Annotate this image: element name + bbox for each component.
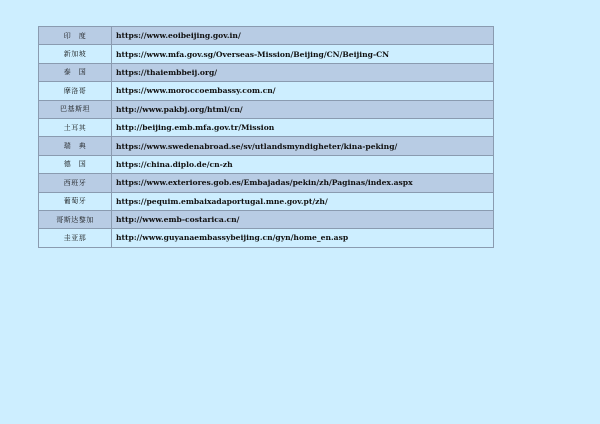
country-name: 西班牙 <box>39 174 112 192</box>
table-row <box>39 210 494 228</box>
table-row <box>39 155 494 173</box>
table-row <box>39 63 494 81</box>
table-row <box>39 82 494 100</box>
embassy-website-table <box>38 26 494 248</box>
table-row <box>39 27 494 45</box>
country-name: 土耳其 <box>39 118 112 136</box>
embassy-url: http://www.emb-costarica.cn/ <box>112 210 494 228</box>
country-name: 新加坡 <box>39 45 112 63</box>
table-row <box>39 45 494 63</box>
country-name: 泰 国 <box>39 63 112 81</box>
embassy-url: https://thaiembbeij.org/ <box>112 63 494 81</box>
embassy-url: https://pequim.embaixadaportugal.mne.gov.pt/zh/ <box>112 192 494 210</box>
embassy-url: http://www.pakbj.org/html/cn/ <box>112 100 494 118</box>
table-row <box>39 229 494 247</box>
country-name: 瑞 典 <box>39 137 112 155</box>
country-name: 巴基斯坦 <box>39 100 112 118</box>
embassy-url: https://www.swedenabroad.se/sv/utlandsmyndigheter/kina-peking/ <box>112 137 494 155</box>
table-row <box>39 118 494 136</box>
table-row <box>39 100 494 118</box>
country-name: 德 国 <box>39 155 112 173</box>
embassy-url: https://www.moroccoembassy.com.cn/ <box>112 82 494 100</box>
table-row <box>39 192 494 210</box>
country-name: 哥斯达黎加 <box>39 210 112 228</box>
embassy-url: https://www.exteriores.gob.es/Embajadas/pekin/zh/Paginas/index.aspx <box>112 174 494 192</box>
embassy-url: https://www.mfa.gov.sg/Overseas-Mission/Beijing/CN/Beijing-CN <box>112 45 494 63</box>
country-name: 印 度 <box>39 27 112 45</box>
embassy-url: http://beijing.emb.mfa.gov.tr/Mission <box>112 118 494 136</box>
embassy-url: https://www.eoibeijing.gov.in/ <box>112 27 494 45</box>
country-name: 摩洛哥 <box>39 82 112 100</box>
table-row <box>39 137 494 155</box>
embassy-url: https://china.diplo.de/cn-zh <box>112 155 494 173</box>
country-name: 圭亚那 <box>39 229 112 247</box>
table-row <box>39 174 494 192</box>
embassy-url: http://www.guyanaembassybeijing.cn/gyn/home_en.asp <box>112 229 494 247</box>
country-name: 葡萄牙 <box>39 192 112 210</box>
